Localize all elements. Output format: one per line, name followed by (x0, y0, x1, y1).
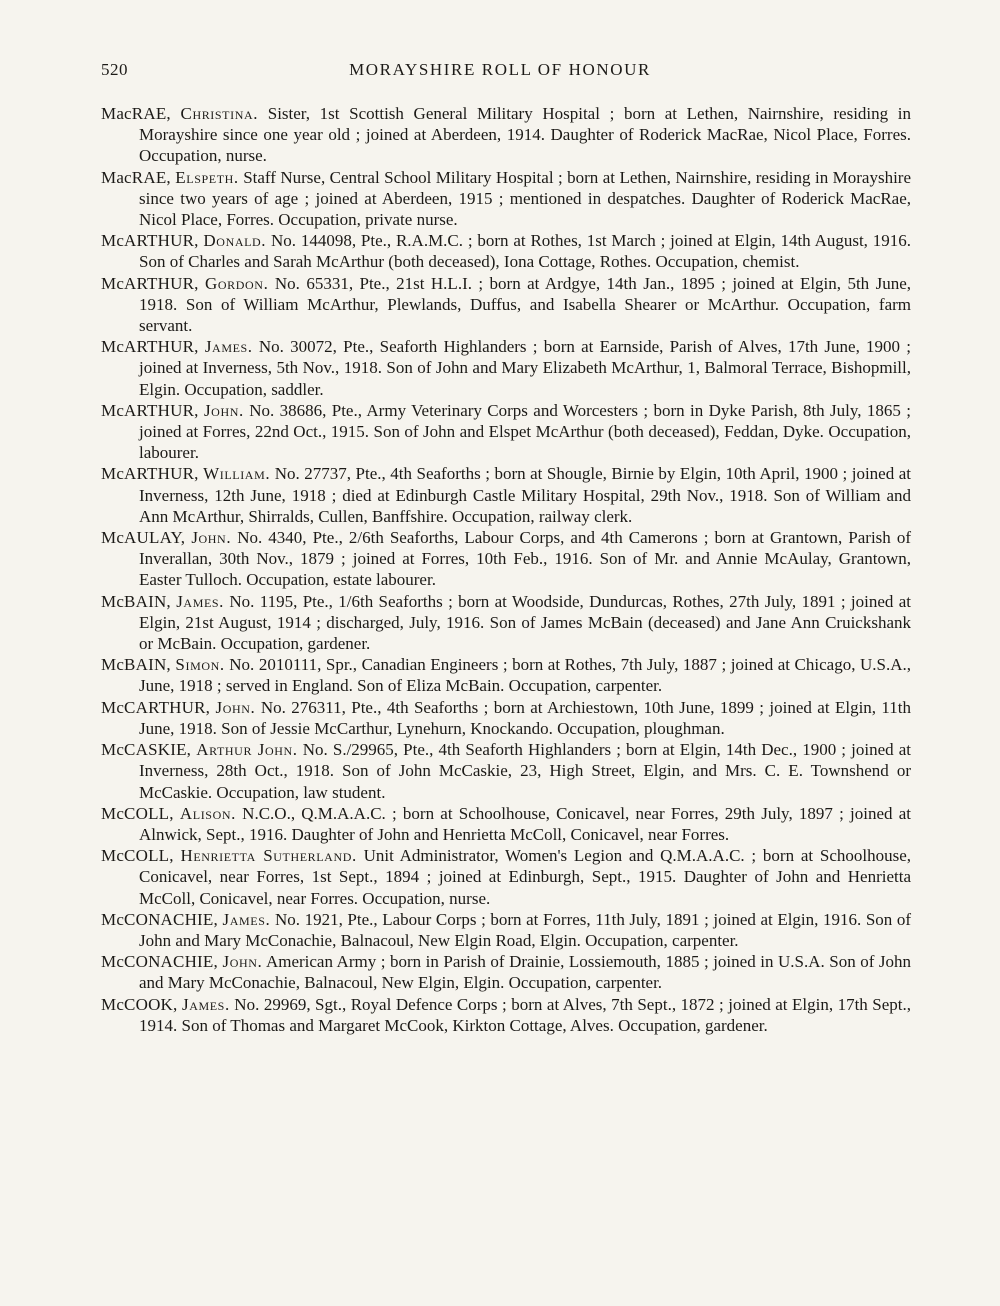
entry-given-name: John. (222, 952, 263, 972)
roll-entry (101, 463, 911, 527)
roll-entry (101, 336, 911, 400)
entry-surname: McCOLL, (101, 803, 174, 823)
entry-given-name: Elspeth. (175, 167, 239, 187)
entry-surname: MacRAE, (101, 104, 171, 123)
entry-given-name: John. (203, 400, 244, 420)
roll-entry (101, 909, 911, 951)
entry-text: N.C.O., Q.M.A.A.C. ; born at Schoolhouse, Conicavel, near Forres, 29th July, 1897 ; joined at Alnwick, Sept., 1916. Daughter of John and Henrietta McColl, Conicavel, near Forres. (139, 803, 911, 844)
roll-entry (101, 230, 911, 272)
entry-text: Sister, 1st Scottish General Military Hospital ; born at Lethen, Nairnshire, residing in Morayshire since one year old ; joined at Aberdeen, 1914. Daughter of Roderick MacRae, Nicol Place, Forres. Occupation, nurse. (139, 104, 911, 166)
entry-text: No. 29969, Sgt., Royal Defence Corps ; born at Alves, 7th Sept., 1872 ; joined at Elgin, 17th Sept., 1914. Son of Thomas and Margaret McCook, Kirkton Cottage, Alves. Occupation, gardener. (139, 994, 912, 1035)
entry-surname: McCONACHIE, (101, 909, 218, 929)
roll-entry (101, 803, 911, 845)
entry-surname: McBAIN, (101, 655, 171, 675)
entry-given-name: John. (215, 697, 256, 717)
entry-given-name: Arthur John. (196, 740, 298, 760)
entry-text: No. 276311, Pte., 4th Seaforths ; born at Archiestown, 10th June, 1899 ; joined at Elgin, 11th June, 1918. Son of Jessie McCarthur, Lynehurn, Knockando. Occupation, ploughman. (139, 697, 912, 738)
page-number: 520 (101, 60, 128, 79)
roll-entries (101, 103, 911, 1036)
entry-given-name: Christina. (180, 104, 259, 123)
entry-given-name: Gordon. (205, 273, 269, 293)
entry-text: No. S./29965, Pte., 4th Seaforth Highlanders ; born at Elgin, 14th Dec., 1900 ; joined at Inverness, 28th Oct., 1918. Son of John McCaskie, 23, High Street, Elgin, and Mrs. C. E. Townshend or McCaskie. Occupation, law student. (139, 740, 912, 802)
roll-entry (101, 845, 911, 909)
entry-text: No. 144098, Pte., R.A.M.C. ; born at Rothes, 1st March ; joined at Elgin, 14th August, 1916. Son of Charles and Sarah McArthur (both deceased), Iona Cottage, Rothes. Occupation, chemist. (139, 231, 912, 272)
roll-entry (101, 739, 911, 803)
entry-text: American Army ; born in Parish of Drainie, Lossiemouth, 1885 ; joined in U.S.A. Son of John and Mary McConachie, Balnacoul, New Elgin, Elgin. Occupation, carpenter. (139, 952, 912, 993)
entry-given-name: James. (222, 909, 271, 929)
entry-given-name: James. (176, 591, 225, 611)
entry-surname: McARTHUR, (101, 464, 199, 484)
entry-surname: McCOOK, (101, 994, 178, 1014)
roll-entry (101, 103, 911, 167)
roll-entry (101, 400, 911, 464)
roll-entry (101, 654, 911, 696)
entry-text: No. 27737, Pte., 4th Seaforths ; born at Shougle, Birnie by Elgin, 10th April, 1900 ; joined at Inverness, 12th June, 1918 ; died at Edinburgh Castle Military Hospital, 29th Nov., 1918. Son of William and Ann McArthur, Shirralds, Cullen, Banffshire. Occupation, railway clerk. (139, 464, 912, 526)
entry-surname: McARTHUR, (101, 337, 199, 357)
entry-surname: McCARTHUR, (101, 697, 211, 717)
entry-surname: McARTHUR, (101, 400, 199, 420)
entry-surname: McBAIN, (101, 591, 171, 611)
running-head: MORAYSHIRE ROLL OF HONOUR (349, 60, 651, 79)
entry-surname: McCASKIE, (101, 740, 192, 760)
roll-entry (101, 527, 911, 591)
roll-entry (101, 167, 911, 231)
entry-surname: McCONACHIE, (101, 952, 218, 972)
entry-given-name: Simon. (175, 655, 225, 675)
entry-given-name: Donald. (203, 231, 267, 251)
entry-surname: MacRAE, (101, 167, 171, 187)
entry-given-name: James. (181, 994, 230, 1014)
entry-given-name: Henrietta Sutherland. (180, 846, 357, 866)
entry-text: No. 4340, Pte., 2/6th Seaforths, Labour Corps, and 4th Camerons ; born at Grantown, Parish of Inverallan, 30th Nov., 1879 ; joined at Forres, 10th Feb., 1916. Son of Mr. and Annie McAulay, Grantown, Easter Tulloch. Occupation, estate labourer. (139, 528, 912, 590)
entry-text: No. 1195, Pte., 1/6th Seaforths ; born at Woodside, Dundurcas, Rothes, 27th July, 1891 ; joined at Elgin, 21st August, 1914 ; discharged, July, 1916. Son of James McBain (deceased) and Jane Ann Cruickshank or McBain. Occupation, gardener. (139, 591, 912, 654)
roll-entry (101, 994, 911, 1036)
entry-text: No. 2010111, Spr., Canadian Engineers ; born at Rothes, 7th July, 1887 ; joined at Chicago, U.S.A., June, 1918 ; served in England. Son of Eliza McBain. Occupation, carpenter. (139, 655, 912, 696)
entry-surname: McARTHUR, (101, 273, 199, 293)
roll-entry (101, 591, 911, 655)
roll-entry (101, 951, 911, 993)
roll-entry (101, 697, 911, 739)
roll-entry (101, 273, 911, 337)
entry-text: No. 38686, Pte., Army Veterinary Corps and Worcesters ; born in Dyke Parish, 8th July, 1865 ; joined at Forres, 22nd Oct., 1915. Son of John and Elspet McArthur (both deceased), Feddan, Dyke. Occupation, labourer. (139, 400, 911, 463)
entry-surname: McARTHUR, (101, 231, 199, 251)
entry-surname: McCOLL, (101, 846, 174, 866)
entry-text: No. 65331, Pte., 21st H.L.I. ; born at Ardgye, 14th Jan., 1895 ; joined at Elgin, 5th June, 1918. Son of William McArthur, Plewlands, Duffus, and Isabella Shearer or McArthur. Occupation, farm servant. (139, 273, 912, 336)
entry-given-name: James. (204, 337, 253, 357)
entry-text: No. 1921, Pte., Labour Corps ; born at Forres, 11th July, 1891 ; joined at Elgin, 1916. Son of John and Mary McConachie, Balnacoul, New Elgin Road, Elgin. Occupation, carpenter. (139, 909, 912, 950)
entry-given-name: Alison. (179, 803, 236, 823)
entry-text: Staff Nurse, Central School Military Hospital ; born at Lethen, Nairnshire, residing in Morayshire since two years of age ; joined at Aberdeen, 1915 ; mentioned in despatches. Daughter of Roderick MacRae, Nicol Place, Forres. Occupation, private nurse. (139, 167, 911, 230)
entry-text: Unit Administrator, Women's Legion and Q.M.A.A.C. ; born at Schoolhouse, Conicavel, near Forres, 1st Sept., 1894 ; joined at Edinburgh, Sept., 1915. Daughter of John and Henrietta McColl, Conicavel, near Forres. Occupation, nurse. (139, 846, 912, 908)
entry-surname: McAULAY, (101, 528, 186, 548)
entry-text: No. 30072, Pte., Seaforth Highlanders ; born at Earnside, Parish of Alves, 17th June, 1900 ; joined at Inverness, 5th Nov., 1918. Son of John and Mary Elizabeth McArthur, 1, Balmoral Terrace, Bishopmill, Elgin. Occupation, saddler. (139, 337, 912, 399)
entry-given-name: John. (191, 528, 232, 548)
entry-given-name: William. (203, 464, 271, 484)
